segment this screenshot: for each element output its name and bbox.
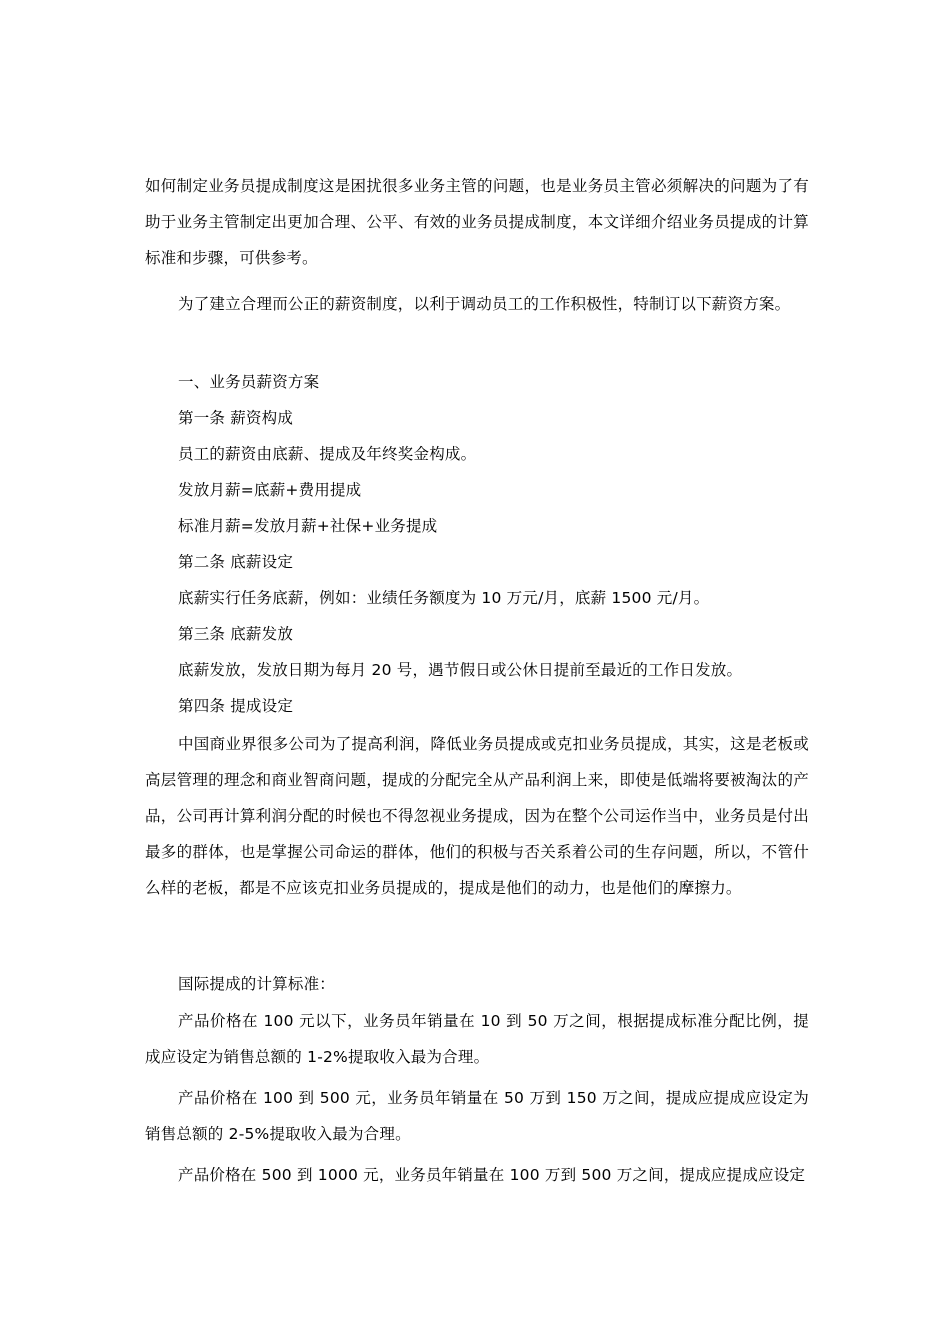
article3-title: 第三条 底薪发放 xyxy=(178,625,294,643)
article2-text: 底薪实行任务底薪，例如：业绩任务额度为 10 万元/月，底薪 1500 元/月。 xyxy=(178,589,710,607)
standard-title: 国际提成的计算标准： xyxy=(178,975,336,993)
standard-paragraph-1: 产品价格在 100 元以下，业务员年销量在 10 到 50 万之间，根据提成标准分配比例，提成应设定为销售总额的 1-2%提取收入最为合理。 xyxy=(145,1012,809,1066)
formula-standard-pay: 标准月薪=发放月薪+社保+业务提成 xyxy=(178,517,438,535)
article4-paragraph: 中国商业界很多公司为了提高利润，降低业务员提成或克扣业务员提成，其实，这是老板或高层管理的理念和商业智商问题，提成的分配完全从产品利润上来，即使是低端将要被淘汰的产品，公司再计算利润分配的时候也不得忽视业务提成，因为在整个公司运作当中，业务员是付出最多的群体，也是掌握公司命运的群体，他们的积极与否关系着公司的生存问题，所以，不管什么样的老板，都是不应该克扣业务员提成的，提成是他们的动力，也是他们的摩擦力。 xyxy=(145,735,809,897)
article1-text: 员工的薪资由底薪、提成及年终奖金构成。 xyxy=(178,445,477,463)
article2-title: 第二条 底薪设定 xyxy=(178,553,294,571)
standard-paragraph-3: 产品价格在 500 到 1000 元，业务员年销量在 100 万到 500 万之间，提成应提成应设定 xyxy=(178,1166,806,1184)
section-title: 一、业务员薪资方案 xyxy=(178,373,320,391)
standard-paragraph-2: 产品价格在 100 到 500 元，业务员年销量在 50 万到 150 万之间，提成应提成应设定为销售总额的 2-5%提取收入最为合理。 xyxy=(145,1089,809,1143)
article1-title: 第一条 薪资构成 xyxy=(178,409,294,427)
intro-paragraph: 如何制定业务员提成制度这是困扰很多业务主管的问题，也是业务员主管必须解决的问题为了有助于业务主管制定出更加合理、公平、有效的业务员提成制度，本文详细介绍业务员提成的计算标准和步骤，可供参考。 xyxy=(145,177,809,267)
article4-title: 第四条 提成设定 xyxy=(178,697,294,715)
article3-text: 底薪发放，发放日期为每月 20 号，遇节假日或公休日提前至最近的工作日发放。 xyxy=(178,661,743,679)
purpose-paragraph: 为了建立合理而公正的薪资制度，以利于调动员工的工作积极性，特制订以下薪资方案。 xyxy=(178,295,791,313)
formula-monthly-pay: 发放月薪=底薪+费用提成 xyxy=(178,481,362,499)
